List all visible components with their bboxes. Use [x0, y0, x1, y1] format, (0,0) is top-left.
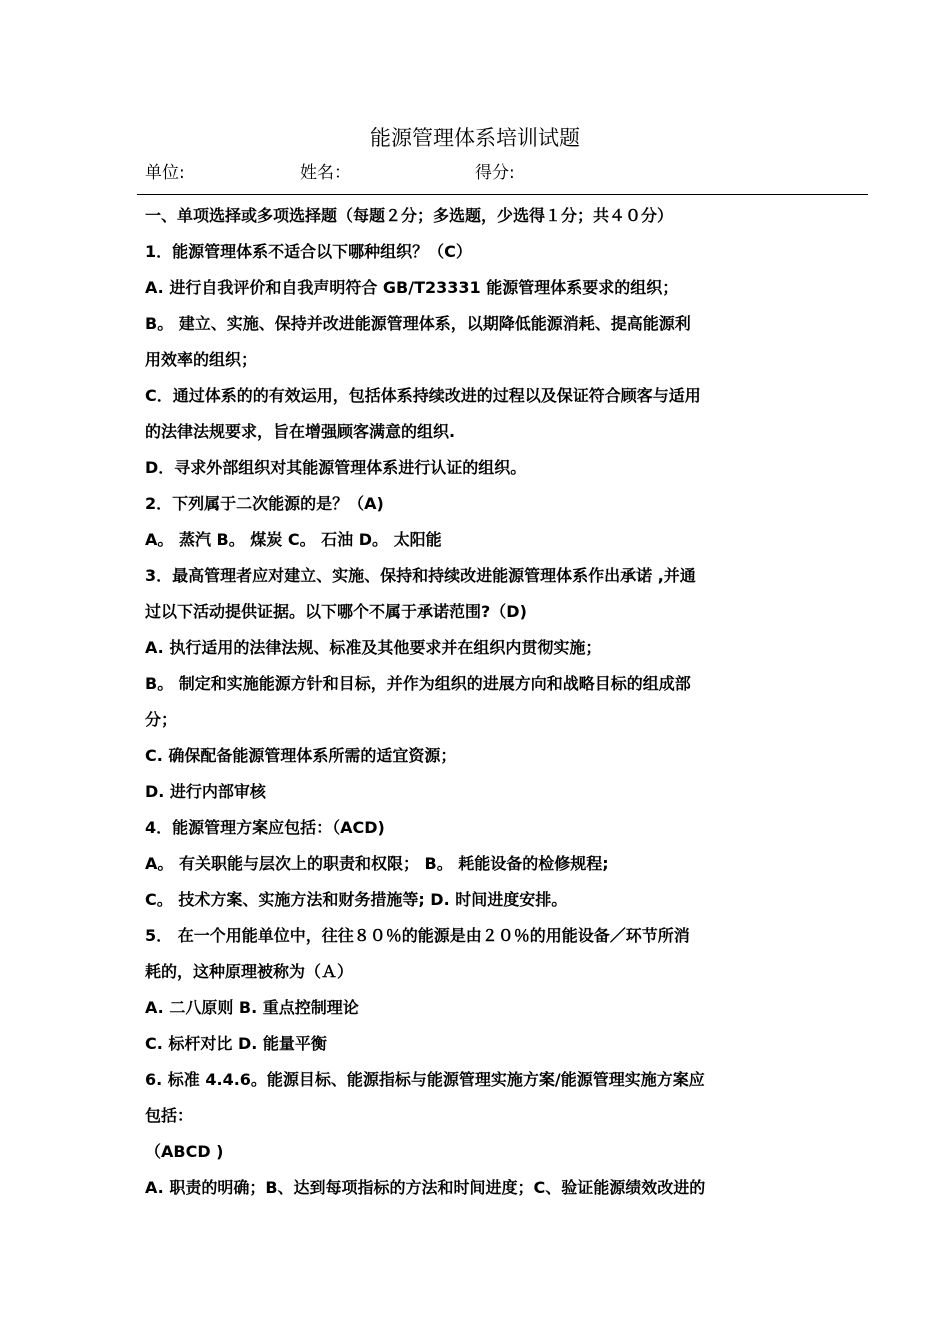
q3-option-c: C. 确保配备能源管理体系所需的适宜资源； [145, 746, 457, 765]
question-3: 3．最高管理者应对建立、实施、保持和持续改进能源管理体系作出承诺 ,并通 [145, 566, 696, 585]
unit-label: 单位: [145, 163, 185, 183]
q2-options: A。 蒸汽 B。 煤炭 C。 石油 D。 太阳能 [145, 530, 442, 549]
q4-options-cd: C。 技术方案、实施方法和财务措施等; D. 时间进度安排。 [145, 890, 568, 909]
q1-option-d: D．寻求外部组织对其能源管理体系进行认证的组织。 [145, 458, 527, 477]
page-title: 能源管理体系培训试题 [370, 126, 580, 150]
q5-options-cd: C. 标杆对比 D. 能量平衡 [145, 1034, 327, 1053]
section-heading: 一、单项选择或多项选择题（每题２分；多选题，少选得１分；共４０分） [145, 206, 674, 225]
q6-answer: （ABCD ) [145, 1142, 224, 1161]
score-label: 得分: [475, 163, 515, 183]
q3-option-b-cont: 分； [145, 710, 178, 729]
question-5-cont: 耗的，这种原理被称为（Ａ） [145, 962, 354, 981]
q3-option-b: B。 制定和实施能源方针和目标，并作为组织的进展方向和战略目标的组成部 [145, 674, 691, 693]
question-3-cont: 过以下活动提供证据。以下哪个不属于承诺范围?（D) [145, 602, 527, 621]
question-4: 4．能源管理方案应包括：（ACD) [145, 818, 385, 837]
question-5: 5． 在一个用能单位中，往往８０％的能源是由２０％的用能设备／环节所消 [145, 926, 690, 945]
q1-option-c: C．通过体系的的有效运用，包括体系持续改进的过程以及保证符合顾客与适用 [145, 386, 701, 405]
q1-option-c-cont: 的法律法规要求，旨在增强顾客满意的组织. [145, 422, 456, 441]
question-1: 1．能源管理体系不适合以下哪种组织？（C） [145, 242, 472, 261]
question-2: 2．下列属于二次能源的是？（A) [145, 494, 384, 513]
q4-options-ab: A。 有关职能与层次上的职责和权限； B。 耗能设备的检修规程; [145, 854, 609, 873]
q3-option-a: A. 执行适用的法律法规、标准及其他要求并在组织内贯彻实施； [145, 638, 602, 657]
question-body [145, 198, 835, 1206]
q1-option-b: B。 建立、实施、保持并改进能源管理体系，以期降低能源消耗、提高能源利 [145, 314, 691, 333]
question-6-cont: 包括： [145, 1106, 194, 1125]
q5-options-ab: A. 二八原则 B. 重点控制理论 [145, 998, 359, 1017]
header-divider [137, 194, 868, 195]
name-label: 姓名： [300, 163, 351, 183]
exam-header [145, 161, 865, 185]
question-6: 6. 标准 4.4.6。能源目标、能源指标与能源管理实施方案/能源管理实施方案应 [145, 1070, 705, 1089]
q3-option-d: D. 进行内部审核 [145, 782, 266, 801]
q6-options: A. 职责的明确；B、达到每项指标的方法和时间进度；C、验证能源绩效改进的 [145, 1178, 706, 1197]
q1-option-b-cont: 用效率的组织； [145, 350, 258, 369]
q1-option-a: A. 进行自我评价和自我声明符合 GB/T23331 能源管理体系要求的组织； [145, 278, 679, 297]
